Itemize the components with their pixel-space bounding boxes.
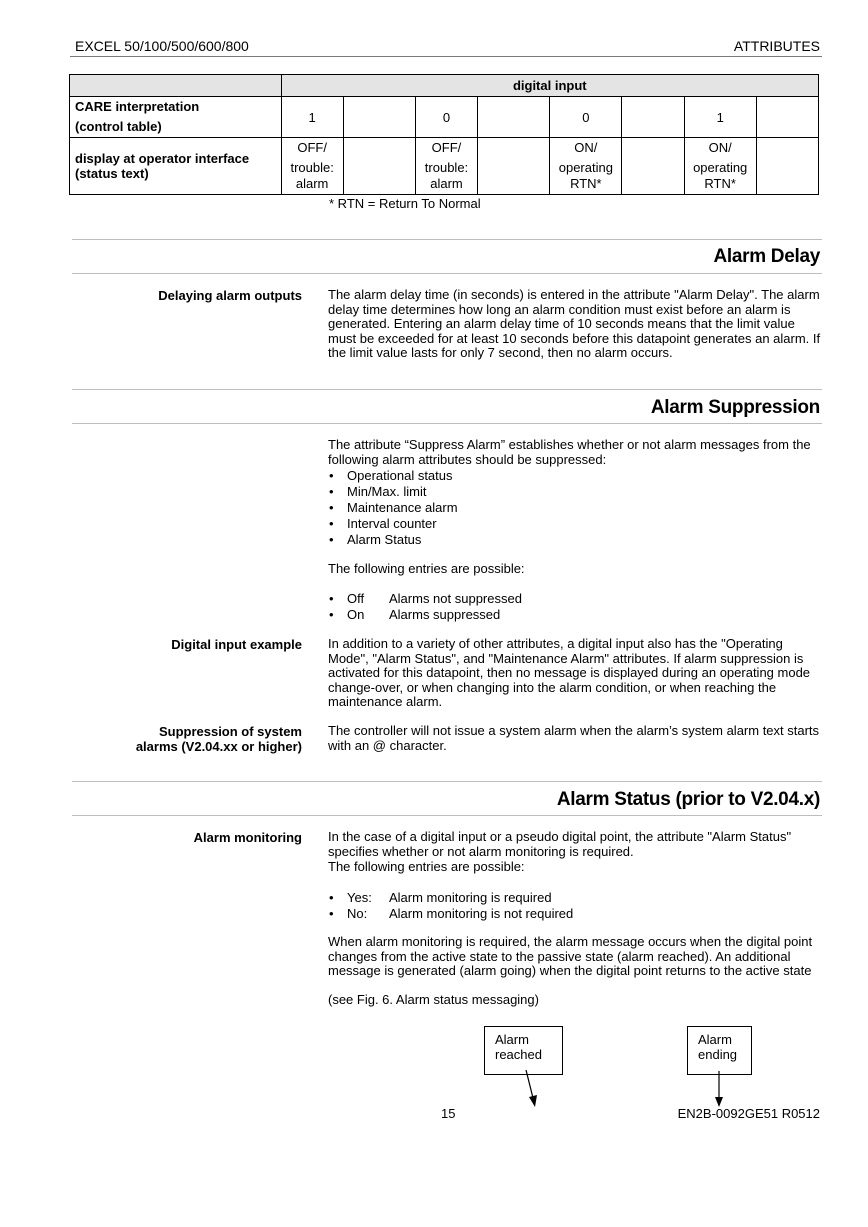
entry-key: No: [347, 906, 368, 921]
cell-line: RTN* [704, 176, 736, 191]
cell-line: alarm [295, 176, 329, 191]
cell-line: OFF/ [297, 140, 327, 155]
side-label-line: alarms (V2.04.xx or higher) [135, 739, 302, 754]
list-item: • Min/Max. limit [328, 484, 458, 500]
entry-value: Alarms suppressed [389, 607, 501, 622]
table-cell: 1 [684, 97, 756, 138]
cell-line: trouble: [290, 160, 334, 175]
box-line: Alarm [698, 1032, 732, 1047]
alarm-status-intro: In the case of a digital input or a pseudo digital point, the attribute "Alarm Status" specifies whether or not alarm monitoring is required. [328, 829, 792, 859]
running-header-title: EXCEL 50/100/500/600/800 [75, 38, 249, 54]
table-cell: 0 [415, 97, 477, 138]
section-title-alarm-delay: Alarm Delay [713, 246, 820, 267]
cell-line: trouble: [424, 160, 469, 175]
cell-line: operating [693, 160, 748, 175]
running-header-section: ATTRIBUTES [733, 38, 820, 54]
side-label-delaying: Delaying alarm outputs [158, 288, 302, 303]
arrow-head [529, 1095, 537, 1107]
cell-line: alarm [430, 176, 463, 191]
entry-key: On [347, 607, 365, 622]
side-label-alarm-monitoring: Alarm monitoring [193, 830, 302, 845]
suppression-entries-intro: The following entries are possible: [328, 561, 525, 576]
alarm-status-body: When alarm monitoring is required, the alarm message occurs when the digital point changes from the active state to the passive state (alarm reached). An additional message is generated (alarm going) when the digital point returns to the active state [328, 934, 813, 979]
row-label-line: (control table) [75, 119, 162, 134]
list-item: • Operational status [328, 468, 458, 484]
entry-key: Off [347, 591, 365, 606]
cell-line: ON/ [574, 140, 598, 155]
list-item: • Maintenance alarm [328, 500, 458, 516]
entry-value: Alarms not suppressed [389, 591, 522, 606]
alarm-status-entries-intro: The following entries are possible: [328, 859, 525, 874]
cell-line: ON/ [708, 140, 732, 155]
section-title-alarm-status: Alarm Status (prior to V2.04.x) [556, 789, 820, 810]
table-cell: 1 [281, 97, 343, 138]
table-column-header: digital input [281, 75, 818, 97]
side-label-line: Suppression of system [158, 724, 302, 739]
suppression-intro: The attribute “Suppress Alarm” establishes whether or not alarm messages from the following alarm attributes should be suppressed: [328, 437, 811, 467]
list-item: • Interval counter [328, 516, 458, 532]
box-line: ending [698, 1047, 738, 1062]
box-line: Alarm [495, 1032, 529, 1047]
cell-line: RTN* [570, 176, 602, 191]
table-cell: 0 [550, 97, 622, 138]
alarm-status-reference: (see Fig. 6. Alarm status messaging) [328, 992, 539, 1007]
cell-line: operating [558, 160, 613, 175]
document-id: EN2B-0092GE51 R0512 [677, 1106, 820, 1121]
system-alarms-text: The controller will not issue a system alarm when the alarm’s system alarm text starts with an @ character. [328, 723, 820, 753]
row-label-line: (status text) [75, 166, 149, 181]
row-label-line: display at operator interface [75, 151, 250, 166]
list-item: • Alarm Status [328, 532, 458, 548]
cell-line: OFF/ [431, 140, 462, 155]
arrow-line [526, 1070, 533, 1098]
table-footnote: * RTN = Return To Normal [329, 196, 481, 211]
side-label-digital-input-example: Digital input example [171, 637, 302, 652]
box-line: reached [495, 1047, 542, 1062]
section-title-alarm-suppression: Alarm Suppression [650, 397, 820, 418]
alarm-delay-text: The alarm delay time (in seconds) is entered in the attribute "Alarm Delay". The alarm delay time determines how long an alarm condition must exist before an alarm is generated. Entering an alarm delay time of 10 seconds means that the limit value must be exceeded for at least 10 seconds before this datapoint generates an alarm. If the limit value lasts for only 7 second, then no alarm occurs. [328, 287, 821, 361]
entry-value: Alarm monitoring is required [389, 890, 552, 905]
entry-key: Yes: [347, 890, 372, 905]
entry-value: Alarm monitoring is not required [389, 906, 574, 921]
row-label-line: CARE interpretation [75, 99, 200, 114]
digital-input-example-text: In addition to a variety of other attributes, a digital input also has the "Operating Mode", "Alarm Status", and "Maintenance Alarm" attributes. If alarm suppression is activated for this datapoint, then no message is displayed during an operating mode change-over, or when changing into the alarm condition, or when reaching the maintenance alarm. [328, 636, 811, 710]
page-number: 15 [441, 1106, 456, 1121]
